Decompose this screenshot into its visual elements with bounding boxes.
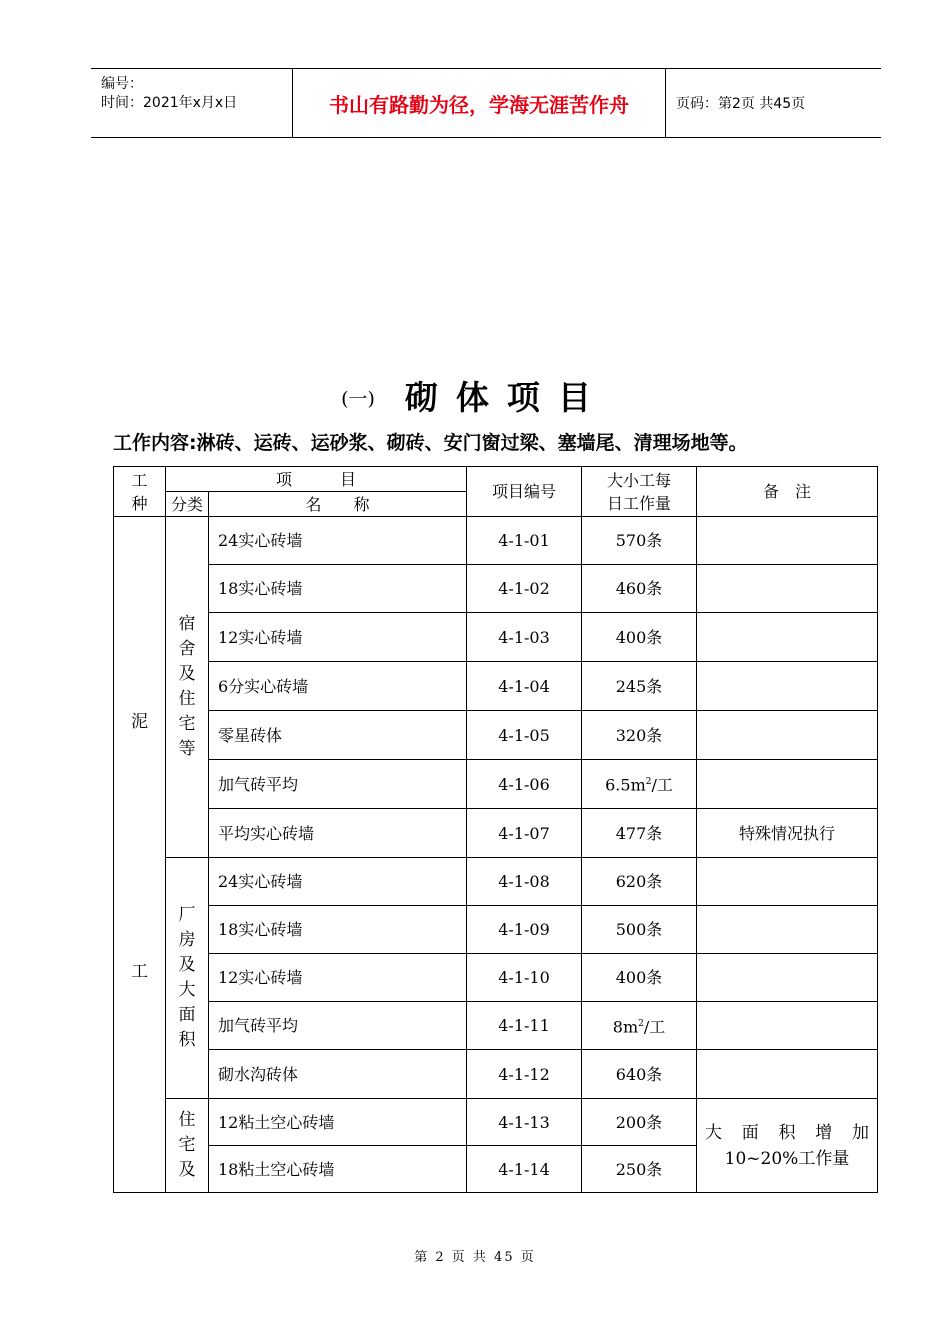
row-code: 4-1-11 bbox=[467, 1002, 582, 1050]
trade-header-top: 工 bbox=[131, 470, 148, 490]
trade-char-1: 泥 bbox=[131, 712, 148, 732]
time-label: 时间：2021年x月x日 bbox=[101, 95, 238, 111]
row-remark bbox=[697, 1002, 878, 1050]
table-row bbox=[114, 613, 878, 662]
category-char: 宅 bbox=[178, 1135, 196, 1155]
trade-header-bottom: 种 bbox=[131, 493, 148, 513]
trade-char-2: 工 bbox=[131, 962, 148, 982]
trade-cell bbox=[114, 517, 166, 1193]
name-header: 名 称 bbox=[209, 492, 467, 517]
row-remark: 特殊情况执行 bbox=[697, 809, 878, 858]
header-page-label: 页码：第2页 共45页 bbox=[676, 96, 806, 112]
row-daily: 460条 bbox=[582, 565, 697, 613]
row-daily: 570条 bbox=[582, 517, 697, 565]
table-row bbox=[114, 517, 878, 565]
row-code: 4-1-09 bbox=[467, 906, 582, 954]
merged-remark bbox=[697, 1099, 878, 1193]
row-code: 4-1-08 bbox=[467, 858, 582, 906]
table-row bbox=[114, 1099, 878, 1146]
category-char: 住 bbox=[178, 689, 196, 709]
row-code: 4-1-12 bbox=[467, 1050, 582, 1099]
quota-table bbox=[113, 466, 878, 1193]
row-code: 4-1-01 bbox=[467, 517, 582, 565]
code-label: 编号： bbox=[101, 76, 143, 92]
row-name: 加气砖平均 bbox=[209, 760, 467, 809]
item-header: 项 目 bbox=[166, 467, 467, 492]
row-daily: 200条 bbox=[582, 1099, 697, 1146]
category-char: 及 bbox=[178, 955, 196, 975]
category-cell-factory bbox=[166, 858, 209, 1099]
daily-value: 8m bbox=[612, 1017, 639, 1037]
row-daily: 250条 bbox=[582, 1146, 697, 1193]
page-header bbox=[91, 68, 881, 138]
row-code: 4-1-06 bbox=[467, 760, 582, 809]
row-daily: 640条 bbox=[582, 1050, 697, 1099]
row-remark bbox=[697, 954, 878, 1002]
table-row bbox=[114, 954, 878, 1002]
row-name: 24实心砖墙 bbox=[209, 858, 467, 906]
table-row bbox=[114, 809, 878, 858]
table-row bbox=[114, 711, 878, 760]
row-name: 平均实心砖墙 bbox=[209, 809, 467, 858]
row-remark bbox=[697, 760, 878, 809]
row-name: 12实心砖墙 bbox=[209, 613, 467, 662]
category-char: 厂 bbox=[178, 905, 196, 925]
row-code: 4-1-13 bbox=[467, 1099, 582, 1146]
row-code: 4-1-07 bbox=[467, 809, 582, 858]
row-code: 4-1-03 bbox=[467, 613, 582, 662]
table-row bbox=[114, 1050, 878, 1099]
row-remark bbox=[697, 906, 878, 954]
row-code: 4-1-02 bbox=[467, 565, 582, 613]
header-meta bbox=[91, 69, 293, 137]
table-row bbox=[114, 906, 878, 954]
row-name: 24实心砖墙 bbox=[209, 517, 467, 565]
row-code: 4-1-05 bbox=[467, 711, 582, 760]
section-title-text: 砌体项目 bbox=[404, 378, 609, 417]
row-daily bbox=[582, 1002, 697, 1050]
row-remark bbox=[697, 517, 878, 565]
table-row bbox=[114, 565, 878, 613]
row-remark bbox=[697, 565, 878, 613]
header-motto: 书山有路勤为径，学海无涯苦作舟 bbox=[293, 69, 666, 137]
category-char: 及 bbox=[178, 664, 196, 684]
category-char: 宿 bbox=[178, 614, 196, 634]
row-remark bbox=[697, 858, 878, 906]
row-code: 4-1-14 bbox=[467, 1146, 582, 1193]
row-daily: 320条 bbox=[582, 711, 697, 760]
daily-unit-tail: /工 bbox=[651, 775, 673, 795]
category-char: 大 bbox=[178, 980, 196, 1000]
daily-header-line1: 大小工每 bbox=[607, 470, 672, 490]
code-header: 项目编号 bbox=[467, 467, 582, 517]
row-remark bbox=[697, 1050, 878, 1099]
daily-value: 6.5m bbox=[605, 775, 646, 795]
page-footer: 第 2 页 共 45 页 bbox=[414, 1250, 536, 1265]
daily-unit-exponent: 2 bbox=[638, 1018, 644, 1029]
row-daily: 245条 bbox=[582, 662, 697, 711]
section-title bbox=[0, 372, 950, 419]
work-content: 工作内容:淋砖、运砖、运砂浆、砌砖、安门窗过梁、塞墙尾、清理场地等。 bbox=[113, 432, 748, 454]
table-row bbox=[114, 662, 878, 711]
row-remark bbox=[697, 711, 878, 760]
trade-header bbox=[114, 467, 166, 517]
table-row bbox=[114, 858, 878, 906]
category-cell-dorm bbox=[166, 517, 209, 858]
row-name: 零星砖体 bbox=[209, 711, 467, 760]
row-name: 12粘土空心砖墙 bbox=[209, 1099, 467, 1146]
category-char: 宅 bbox=[178, 714, 196, 734]
row-daily: 620条 bbox=[582, 858, 697, 906]
merged-remark-line2: 10~20%工作量 bbox=[724, 1148, 850, 1169]
row-name: 12实心砖墙 bbox=[209, 954, 467, 1002]
category-char: 面 bbox=[178, 1005, 196, 1025]
daily-header bbox=[582, 467, 697, 517]
section-number: (一) bbox=[341, 388, 375, 410]
row-daily: 400条 bbox=[582, 954, 697, 1002]
category-char: 等 bbox=[178, 739, 196, 759]
merged-remark-line1: 大面积增加 bbox=[705, 1122, 870, 1143]
row-name: 加气砖平均 bbox=[209, 1002, 467, 1050]
category-char: 及 bbox=[178, 1160, 196, 1180]
table-row bbox=[114, 760, 878, 809]
category-header: 分类 bbox=[166, 492, 209, 517]
row-name: 18实心砖墙 bbox=[209, 565, 467, 613]
row-daily: 400条 bbox=[582, 613, 697, 662]
category-char: 积 bbox=[178, 1030, 196, 1050]
row-name: 18粘土空心砖墙 bbox=[209, 1146, 467, 1193]
remarks-header: 备 注 bbox=[697, 467, 878, 517]
daily-unit-exponent: 2 bbox=[645, 777, 652, 788]
category-char: 舍 bbox=[178, 639, 196, 659]
row-name: 6分实心砖墙 bbox=[209, 662, 467, 711]
row-name: 18实心砖墙 bbox=[209, 906, 467, 954]
row-code: 4-1-04 bbox=[467, 662, 582, 711]
category-cell-housing bbox=[166, 1099, 209, 1193]
category-char: 住 bbox=[178, 1110, 196, 1130]
row-code: 4-1-10 bbox=[467, 954, 582, 1002]
row-daily: 500条 bbox=[582, 906, 697, 954]
row-remark bbox=[697, 662, 878, 711]
daily-unit-tail: /工 bbox=[643, 1017, 666, 1037]
row-remark bbox=[697, 613, 878, 662]
row-daily: 477条 bbox=[582, 809, 697, 858]
row-name: 砌水沟砖体 bbox=[209, 1050, 467, 1099]
table-row bbox=[114, 1002, 878, 1050]
row-daily bbox=[582, 760, 697, 809]
category-char: 房 bbox=[178, 930, 196, 950]
daily-header-line2: 日工作量 bbox=[607, 493, 672, 513]
